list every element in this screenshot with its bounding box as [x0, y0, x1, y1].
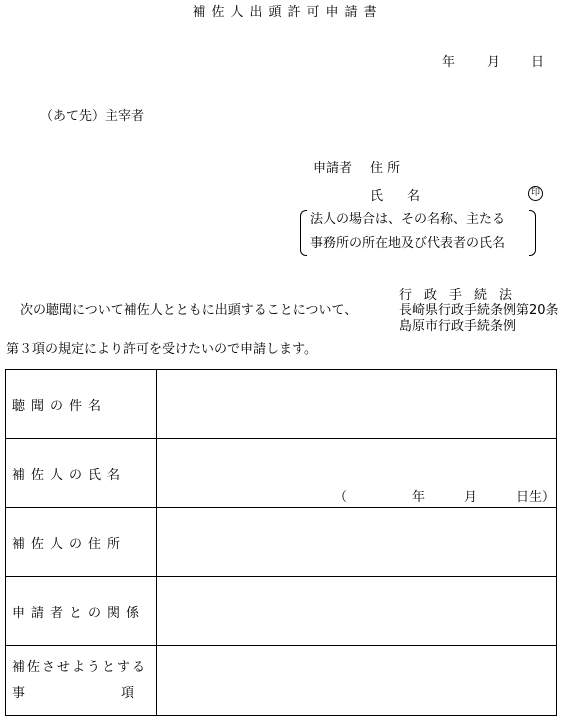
row-label-assistance-matters-line2-b: 項 — [120, 685, 140, 701]
applicant-address-label: 住 所 — [370, 161, 401, 176]
body-text-line1: 次の聴聞について補佐人とともに出頭することについて、 — [20, 303, 358, 318]
field-hearing-subject[interactable] — [157, 370, 557, 439]
row-label-assistant-name: 補佐人の氏名 — [6, 439, 157, 508]
row-label-assistance-matters-line1: 補佐させようとする — [12, 659, 148, 675]
date-day: 日 — [531, 55, 545, 70]
applicant-name-label: 氏名 — [370, 189, 445, 204]
row-label-assistant-address: 補佐人の住所 — [6, 508, 157, 577]
body-text-line2: 第３項の規定により許可を受けたいので申請します。 — [6, 342, 317, 357]
row-label-assistance-matters-line2-a: 事 — [12, 685, 32, 701]
row-label-assistance-matters-line2 — [12, 681, 140, 707]
addressee: （あて先）主宰者 — [40, 109, 145, 124]
left-bracket — [300, 210, 307, 256]
row-label-assistance-matters — [6, 646, 157, 716]
field-assistant-address[interactable] — [157, 508, 557, 577]
birth-date-note: （ 年 月 日生） — [334, 490, 556, 505]
applicant-label: 申請者 — [313, 161, 353, 176]
table-row-relationship — [6, 577, 557, 646]
law-administrative-procedure-act: 行政手続法 — [399, 288, 525, 303]
date-month: 月 — [487, 55, 501, 70]
table-row-assistant-name — [6, 439, 557, 508]
row-label-relationship: 申請者との関係 — [6, 577, 157, 646]
date-year: 年 — [442, 55, 456, 70]
right-bracket — [529, 210, 536, 256]
law-nagasaki-ordinance: 長崎県行政手続条例第20条 — [399, 303, 559, 318]
law-shimabara-ordinance: 島原市行政手続条例 — [399, 319, 517, 334]
field-relationship[interactable] — [157, 577, 557, 646]
field-assistant-name[interactable] — [157, 439, 557, 508]
table-row-assistance-matters — [6, 646, 557, 716]
application-table — [5, 369, 557, 716]
document-title: 補佐人出頭許可申請書 — [192, 5, 383, 20]
corporate-note-line1: 法人の場合は、その名称、主たる — [310, 212, 506, 227]
table-row-hearing-subject — [6, 370, 557, 439]
row-label-hearing-subject: 聴聞の件名 — [6, 370, 157, 439]
seal-mark: 印 — [528, 186, 543, 201]
corporate-note-line2: 事務所の所在地及び代表者の氏名 — [310, 236, 506, 251]
table-row-assistant-address — [6, 508, 557, 577]
field-assistance-matters[interactable] — [157, 646, 557, 716]
